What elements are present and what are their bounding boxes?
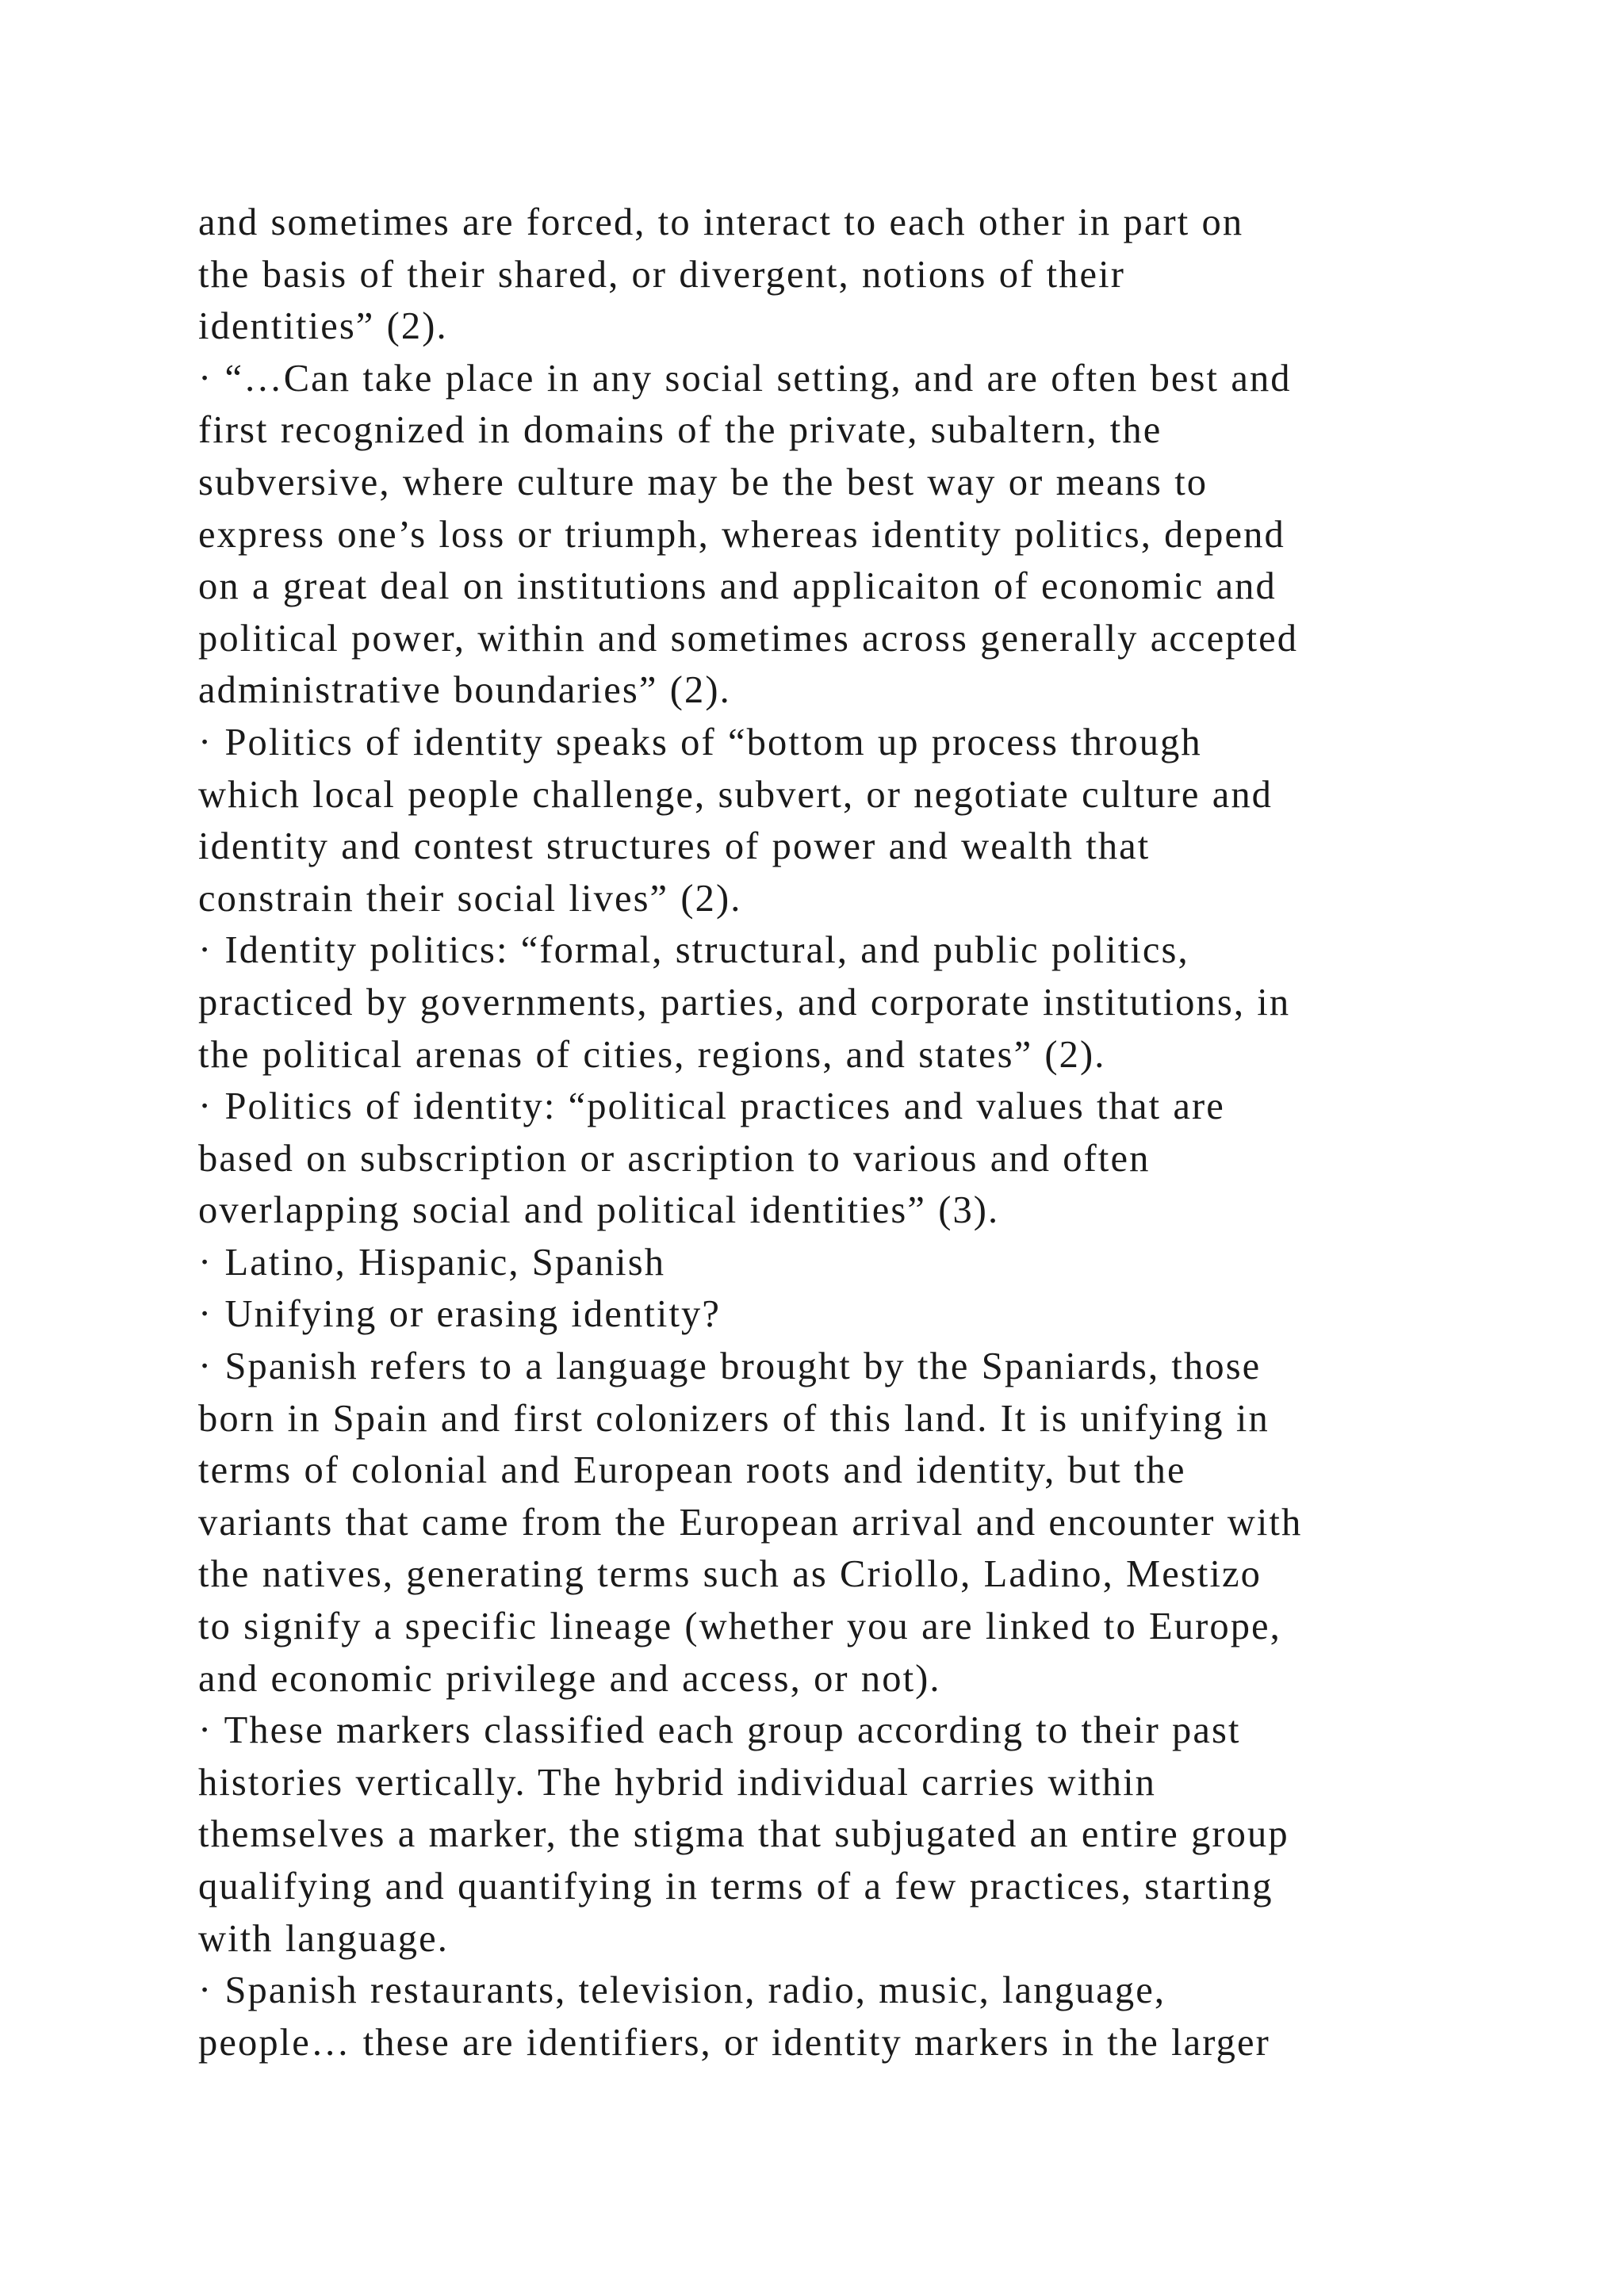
text-line: · Unifying or erasing identity?	[198, 1293, 722, 1336]
text-line: express one’s loss or triumph, whereas identity politics, depend	[198, 513, 1285, 556]
text-line: to signify a specific lineage (whether you are linked to Europe,	[198, 1605, 1281, 1648]
text-line: based on subscription or ascription to various and often	[198, 1137, 1151, 1180]
text-line: and sometimes are forced, to interact to each other in part on	[198, 201, 1244, 243]
text-line: first recognized in domains of the private, subaltern, the	[198, 409, 1162, 452]
text-line: the political arenas of cities, regions, and states” (2).	[198, 1033, 1106, 1076]
text-line: · Politics of identity: “political practices and values that are	[198, 1085, 1225, 1128]
text-line: · Politics of identity speaks of “bottom up process through	[198, 721, 1202, 763]
text-line: identities” (2).	[198, 305, 448, 348]
text-line: overlapping social and political identities” (3).	[198, 1189, 1000, 1232]
text-line: with language.	[198, 1917, 449, 1960]
text-line: political power, within and sometimes across generally accepted	[198, 617, 1299, 660]
text-line: · Identity politics: “formal, structural, and public politics,	[198, 929, 1189, 972]
text-line: constrain their social lives” (2).	[198, 877, 742, 920]
text-line: variants that came from the European arrival and encounter with	[198, 1501, 1303, 1544]
text-line: · Latino, Hispanic, Spanish	[198, 1241, 666, 1284]
text-line: · “…Can take place in any social setting, and are often best and	[198, 357, 1292, 400]
text-line: identity and contest structures of power and wealth that	[198, 825, 1151, 868]
text-line: the natives, generating terms such as Criollo, Ladino, Mestizo	[198, 1553, 1262, 1596]
text-line: qualifying and quantifying in terms of a few practices, starting	[198, 1866, 1274, 1908]
text-line: subversive, where culture may be the best way or means to	[198, 461, 1208, 503]
text-line: histories vertically. The hybrid individual carries within	[198, 1761, 1157, 1804]
text-line: born in Spain and first colonizers of this land. It is unifying in	[198, 1397, 1270, 1440]
text-line: · These markers classified each group according to their past	[198, 1709, 1241, 1752]
text-line: · Spanish restaurants, television, radio, music, language,	[198, 1969, 1166, 2012]
text-line: which local people challenge, subvert, or negotiate culture and	[198, 773, 1274, 816]
text-line: · Spanish refers to a language brought by the Spaniards, those	[198, 1345, 1262, 1388]
text-line: themselves a marker, the stigma that subjugated an entire group	[198, 1813, 1289, 1856]
text-line: practiced by governments, parties, and corporate institutions, in	[198, 981, 1291, 1024]
text-line: and economic privilege and access, or not).	[198, 1657, 941, 1700]
text-line: the basis of their shared, or divergent, notions of their	[198, 253, 1125, 296]
text-line: on a great deal on institutions and applicaiton of economic and	[198, 565, 1277, 608]
text-line: people… these are identifiers, or identity markers in the larger	[198, 2021, 1270, 2064]
document-body	[198, 197, 1435, 2068]
text-line: terms of colonial and European roots and identity, but the	[198, 1449, 1186, 1492]
text-line: administrative boundaries” (2).	[198, 669, 731, 712]
